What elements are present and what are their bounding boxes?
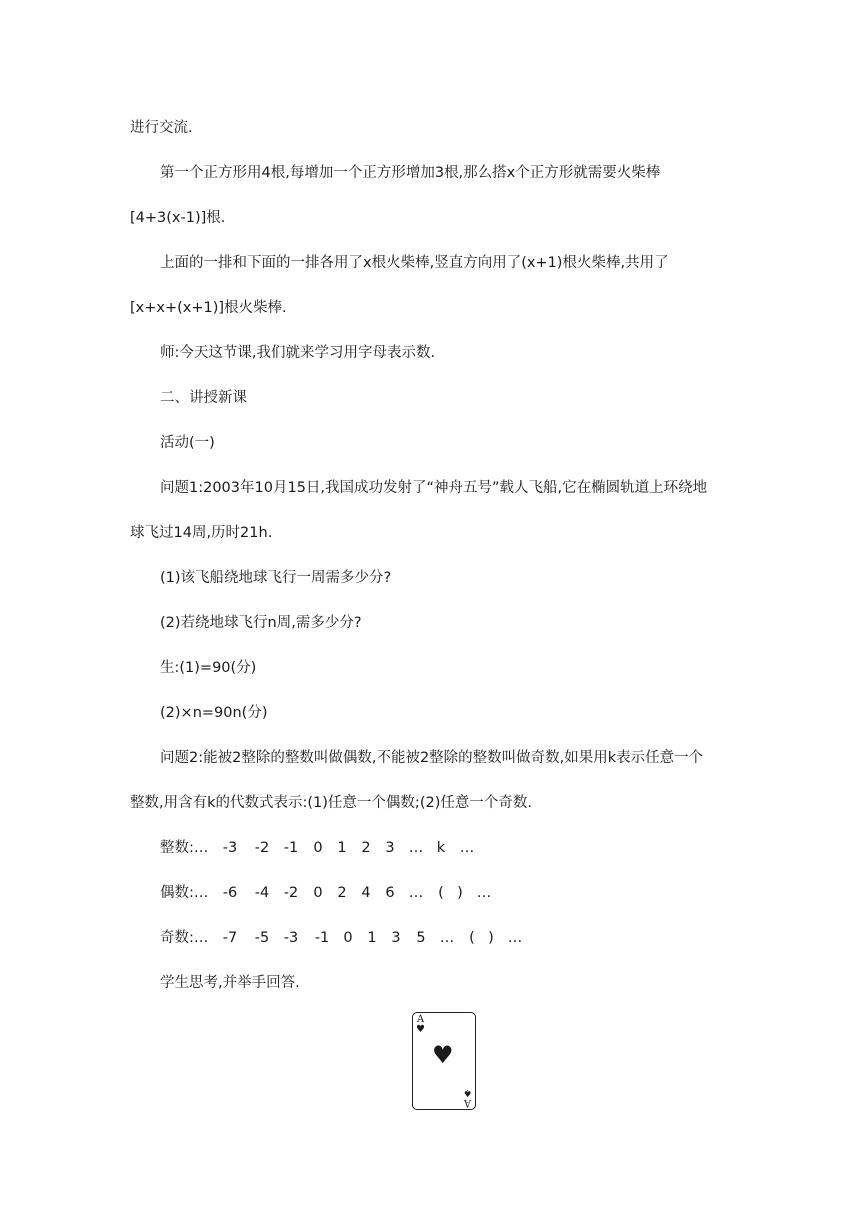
text-line: [4+3(x-1)]根. — [130, 210, 226, 226]
activity-heading: 活动(一) — [160, 435, 215, 451]
sequence-label: 整数:… — [160, 840, 209, 856]
sequence-cell: … — [507, 930, 523, 946]
sequence-cell: -5 — [254, 930, 270, 946]
card-corner-bottom — [463, 1087, 472, 1107]
sequence-cell: … — [408, 885, 424, 901]
sequence-cell: … — [459, 840, 475, 856]
sequence-cell: 2 — [337, 885, 347, 901]
text-line: [x+x+(x+1)]根火柴棒. — [130, 300, 287, 316]
sequence-cell: -7 — [222, 930, 238, 946]
answer-line: (2)×n=90n(分) — [160, 705, 268, 721]
heart-icon: ♥ — [416, 1024, 425, 1035]
heart-icon: ♥ — [432, 1041, 454, 1069]
sequence-cell: -3 — [283, 930, 299, 946]
sequence-label: 奇数:… — [160, 930, 209, 946]
section-heading: 二、讲授新课 — [160, 390, 247, 406]
text-line: 整数,用含有k的代数式表示:(1)任意一个偶数;(2)任意一个奇数. — [130, 795, 532, 811]
sequence-cell: … — [408, 840, 424, 856]
sequence-cell: 1 — [337, 840, 347, 856]
spade-icon: ♠ — [463, 1087, 472, 1098]
sequence-cell: 0 — [343, 930, 353, 946]
question-1: 问题1:2003年10月15日,我国成功发射了“神舟五号”载人飞船,它在椭圆轨道上环绕地 — [160, 480, 708, 496]
text-line: 上面的一排和下面的一排各用了x根火柴棒,竖直方向用了(x+1)根火柴棒,共用了 — [160, 255, 669, 271]
card-rank: A — [416, 1014, 425, 1025]
text-line: 第一个正方形用4根,每增加一个正方形增加3根,那么搭x个正方形就需要火柴棒 — [160, 165, 661, 181]
text-line: 师:今天这节课,我们就来学习用字母表示数. — [160, 345, 436, 361]
card-corner-top — [416, 1015, 425, 1035]
sequence-cell: 3 — [391, 930, 401, 946]
sequence-cell: 4 — [361, 885, 371, 901]
sub-question: (1)该飞船绕地球飞行一周需多少分? — [160, 570, 392, 586]
sequence-cell: -1 — [283, 840, 299, 856]
sequence-cell: 5 — [416, 930, 426, 946]
text-line: 球飞过14周,历时21h. — [130, 525, 273, 541]
answer-line: 生:(1)=90(分) — [160, 660, 257, 676]
sequence-cell: 0 — [313, 840, 323, 856]
sub-question: (2)若绕地球飞行n周,需多少分? — [160, 615, 362, 631]
sequence-cell: -3 — [222, 840, 238, 856]
text-line: 学生思考,并举手回答. — [160, 975, 300, 991]
sequence-label: 偶数:… — [160, 885, 209, 901]
sequence-cell: k — [436, 840, 446, 856]
sequence-cell: 2 — [361, 840, 371, 856]
sequence-cell: 6 — [385, 885, 395, 901]
sequence-cell: 1 — [367, 930, 377, 946]
sequence-cell: -4 — [254, 885, 270, 901]
text-line: 进行交流. — [130, 120, 193, 136]
sequence-cell: 3 — [385, 840, 395, 856]
sequence-cell: -2 — [254, 840, 270, 856]
sequence-cell: ) — [488, 930, 494, 946]
playing-card — [412, 1012, 476, 1110]
sequence-cell: ( — [438, 885, 444, 901]
sequence-cell: … — [476, 885, 492, 901]
sequence-cell: -1 — [314, 930, 330, 946]
card-rank: A — [463, 1097, 472, 1108]
sequence-cell: -2 — [283, 885, 299, 901]
sequence-cell: 0 — [313, 885, 323, 901]
sequence-cell: ( — [469, 930, 475, 946]
sequence-cell: ) — [457, 885, 463, 901]
question-2: 问题2:能被2整除的整数叫做偶数,不能被2整除的整数叫做奇数,如果用k表示任意一个 — [160, 750, 704, 766]
sequence-cell: -6 — [222, 885, 238, 901]
sequence-cell: … — [439, 930, 455, 946]
